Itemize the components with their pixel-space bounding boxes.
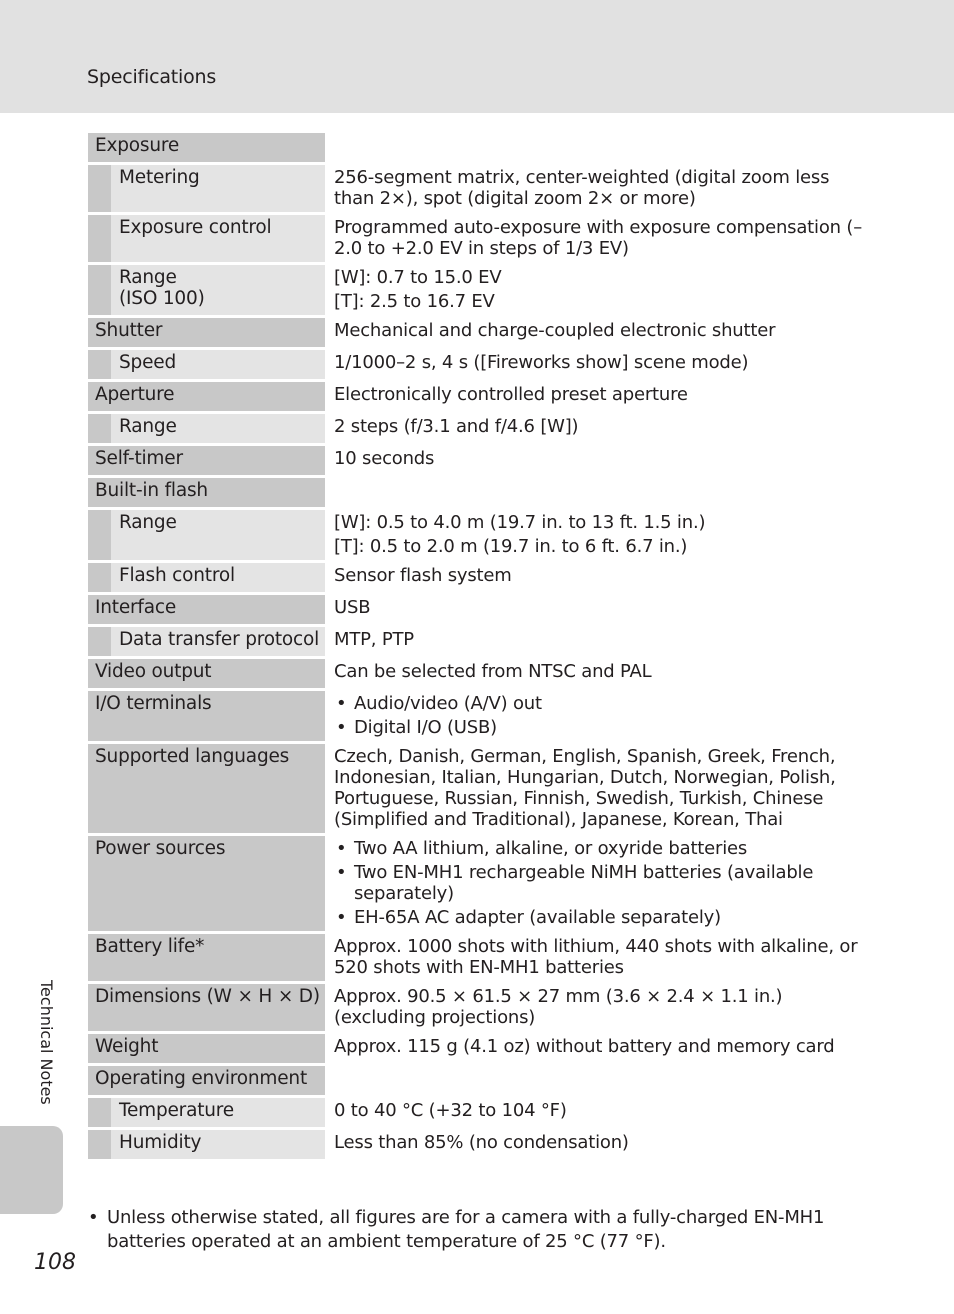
spec-value [334, 165, 868, 212]
spec-value-line: Less than 85% (no condensation) [334, 1132, 629, 1153]
spec-value [334, 627, 868, 656]
footnote-text: Unless otherwise stated, all figures are for a camera with a fully-charged EN-MH1 batteries operated at an ambient temperature of 25 °C (77 °F). [107, 1207, 825, 1252]
spec-value-line: 0 to 40 °C (+32 to 104 °F) [334, 1100, 567, 1121]
spec-row [88, 510, 868, 560]
spec-row [88, 215, 868, 262]
section-side-label-text: Technical Notes [37, 980, 56, 1105]
spec-sublabel: Flash control [88, 563, 325, 592]
bullet-icon: • [88, 1207, 99, 1228]
spec-value [334, 265, 868, 315]
spec-row [88, 984, 868, 1031]
spec-row [88, 382, 868, 411]
spec-sublabel: Data transfer protocol [88, 627, 325, 656]
spec-label: Built-in flash [88, 478, 325, 507]
spec-row [88, 478, 868, 507]
spec-value-line: [W]: 0.5 to 4.0 m (19.7 in. to 13 ft. 1.5 in.) [334, 512, 706, 533]
spec-row [88, 659, 868, 688]
spec-value-line: Mechanical and charge-coupled electronic shutter [334, 320, 776, 341]
spec-value [334, 984, 868, 1031]
spec-value [334, 510, 868, 560]
spec-value [334, 446, 868, 475]
spec-value-line: [T]: 2.5 to 16.7 EV [334, 291, 495, 312]
spec-value-line: Czech, Danish, German, English, Spanish, Greek, French, Indonesian, Italian, Hungarian, Dutch, Norwegian, Polish, Portuguese, Russian, Finnish, Swedish, Turkish, Chinese (Simplified and Traditional), Japanese, Korean, Thai [334, 746, 836, 830]
footnote [88, 1206, 878, 1254]
spec-bullet-item: • Digital I/O (USB) [334, 717, 868, 738]
spec-label: Self-timer [88, 446, 325, 475]
page-title: Specifications [87, 66, 217, 88]
spec-value [334, 1066, 868, 1095]
spec-row [88, 1130, 868, 1159]
spec-row [88, 627, 868, 656]
page-header [0, 0, 954, 113]
spec-row [88, 165, 868, 212]
spec-value [334, 744, 868, 833]
spec-value [334, 595, 868, 624]
spec-value [334, 1098, 868, 1127]
spec-value-line: Programmed auto-exposure with exposure compensation (–2.0 to +2.0 EV in steps of 1/3 EV) [334, 217, 863, 259]
spec-sublabel: Range (ISO 100) [88, 265, 325, 315]
spec-sublabel: Humidity [88, 1130, 325, 1159]
spec-row [88, 1066, 868, 1095]
spec-label: Operating environment [88, 1066, 325, 1095]
spec-value [334, 1034, 868, 1063]
spec-bullet-item: • Two AA lithium, alkaline, or oxyride batteries [334, 838, 868, 859]
spec-row [88, 744, 868, 833]
spec-row [88, 133, 868, 162]
spec-bullet-list [334, 693, 868, 738]
spec-value [334, 318, 868, 347]
spec-value-line: 1/1000–2 s, 4 s ([Fireworks show] scene mode) [334, 352, 749, 373]
spec-row [88, 1034, 868, 1063]
spec-value [334, 836, 868, 931]
spec-value-line [334, 135, 868, 156]
spec-label: Power sources [88, 836, 325, 931]
spec-value-line: Approx. 1000 shots with lithium, 440 shots with alkaline, or 520 shots with EN-MH1 batteries [334, 936, 858, 978]
spec-value [334, 1130, 868, 1159]
spec-sublabel: Range [88, 414, 325, 443]
spec-value-line: [W]: 0.7 to 15.0 EV [334, 267, 502, 288]
spec-label: Battery life* [88, 934, 325, 981]
spec-value-line: 256-segment matrix, center-weighted (digital zoom less than 2×), spot (digital zoom 2× or more) [334, 167, 830, 209]
spec-row [88, 691, 868, 741]
spec-value [334, 350, 868, 379]
spec-row [88, 414, 868, 443]
spec-bullet-item: • Two EN-MH1 rechargeable NiMH batteries (available separately) [334, 862, 868, 904]
spec-label: Video output [88, 659, 325, 688]
spec-label: Aperture [88, 382, 325, 411]
spec-value [334, 215, 868, 262]
spec-value [334, 382, 868, 411]
spec-value [334, 414, 868, 443]
section-side-label [34, 980, 58, 1110]
spec-label: Exposure [88, 133, 325, 162]
spec-value [334, 934, 868, 981]
spec-label: Dimensions (W × H × D) [88, 984, 325, 1031]
spec-label: Interface [88, 595, 325, 624]
spec-value-line: 2 steps (f/3.1 and f/4.6 [W]) [334, 416, 579, 437]
spec-value-line: Approx. 115 g (4.1 oz) without battery and memory card [334, 1036, 835, 1057]
spec-value [334, 478, 868, 507]
spec-row [88, 318, 868, 347]
spec-row [88, 595, 868, 624]
spec-sublabel: Range [88, 510, 325, 560]
spec-row [88, 934, 868, 981]
spec-value [334, 563, 868, 592]
spec-value-line: USB [334, 597, 371, 618]
spec-value-line: Sensor flash system [334, 565, 512, 586]
spec-value-line: Electronically controlled preset aperture [334, 384, 688, 405]
spec-row [88, 265, 868, 315]
spec-bullet-item: • EH-65A AC adapter (available separately) [334, 907, 868, 928]
spec-value-line: Can be selected from NTSC and PAL [334, 661, 652, 682]
spec-row [88, 350, 868, 379]
spec-label: Shutter [88, 318, 325, 347]
spec-value [334, 133, 868, 162]
spec-row [88, 1098, 868, 1127]
spec-label: Weight [88, 1034, 325, 1063]
spec-row [88, 563, 868, 592]
spec-label: I/O terminals [88, 691, 325, 741]
spec-row [88, 836, 868, 931]
spec-sublabel: Exposure control [88, 215, 325, 262]
spec-value-line: 10 seconds [334, 448, 435, 469]
spec-value-line: Approx. 90.5 × 61.5 × 27 mm (3.6 × 2.4 × 1.1 in.) (excluding projections) [334, 986, 783, 1028]
specifications-table [88, 133, 868, 1162]
section-tab [0, 1126, 63, 1214]
spec-value [334, 691, 868, 741]
spec-row [88, 446, 868, 475]
spec-value [334, 659, 868, 688]
spec-sublabel: Metering [88, 165, 325, 212]
spec-value-line: MTP, PTP [334, 629, 414, 650]
spec-sublabel: Temperature [88, 1098, 325, 1127]
page-number: 108 [34, 1250, 76, 1275]
spec-sublabel: Speed [88, 350, 325, 379]
spec-value-line [334, 480, 868, 501]
spec-label: Supported languages [88, 744, 325, 833]
spec-bullet-item: • Audio/video (A/V) out [334, 693, 868, 714]
spec-bullet-list [334, 838, 868, 928]
spec-value-line: [T]: 0.5 to 2.0 m (19.7 in. to 6 ft. 6.7 in.) [334, 536, 688, 557]
spec-value-line [334, 1068, 868, 1089]
